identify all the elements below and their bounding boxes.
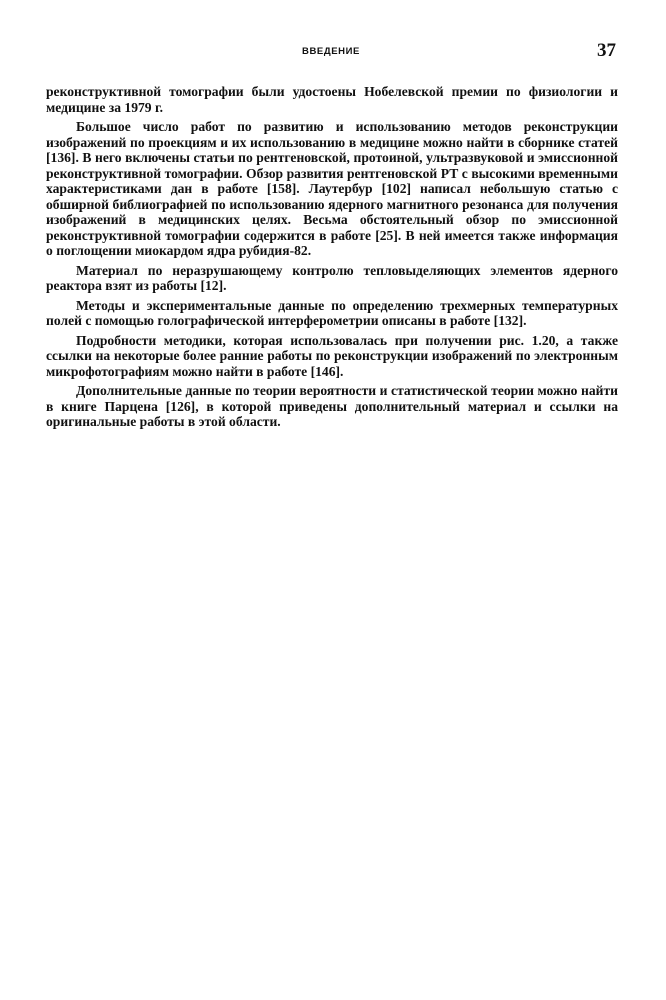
page-number: 37 (597, 40, 616, 61)
paragraph-probability-theory: Дополнительные данные по теории вероятности и статистической теории можно найти в книге Парцена [126], в которой приведены дополнительный материал и ссылки на оригинальные работы в этой области. (46, 383, 618, 429)
running-head (46, 42, 616, 66)
paragraph-nondestructive-testing: Материал по неразрушающему контролю тепловыделяющих элементов ядерного реактора взят из работы [12]. (46, 262, 618, 293)
body-text (46, 84, 618, 434)
paragraph-reconstruction-references: Большое число работ по развитию и использованию методов реконструкции изображений по проекциям и их использованию в медицине можно найти в сборнике статей [136]. В него включены статьи по рентгеновской, протоиной, ультразвуковой и эмиссионной реконструктивной томографии. Обзор развития рентгеновской РТ с высокими временными характеристиками дан в работе [158]. Лаутербур [102] написал небольшую статью с обширной библиографией по использованию ядерного магнитного резонанса для получения изображений в медицинских целях. Весьма обстоятельный обзор по эмиссионной реконструктивной томографии содержится в работе [25]. В ней имеется также информация о поглощении миокардом ядра рубидия-82. (46, 119, 618, 258)
paragraph-method-details: Подробности методики, которая использовалась при получении рис. 1.20, а также ссылки на некоторые более ранние работы по реконструкции изображений по электронным микрофотографиям можно найти в работе [146]. (46, 332, 618, 379)
running-title: ВВЕДЕНИЕ (302, 46, 360, 57)
paragraph-holographic-interferometry: Методы и экспериментальные данные по определению трехмерных температурных полей с помощью голографической интерферометрии описаны в работе [132]. (46, 297, 618, 328)
paragraph-continuation: реконструктивной томографии были удостоены Нобелевской премии по физиологии и медицине за 1979 г. (46, 84, 618, 115)
